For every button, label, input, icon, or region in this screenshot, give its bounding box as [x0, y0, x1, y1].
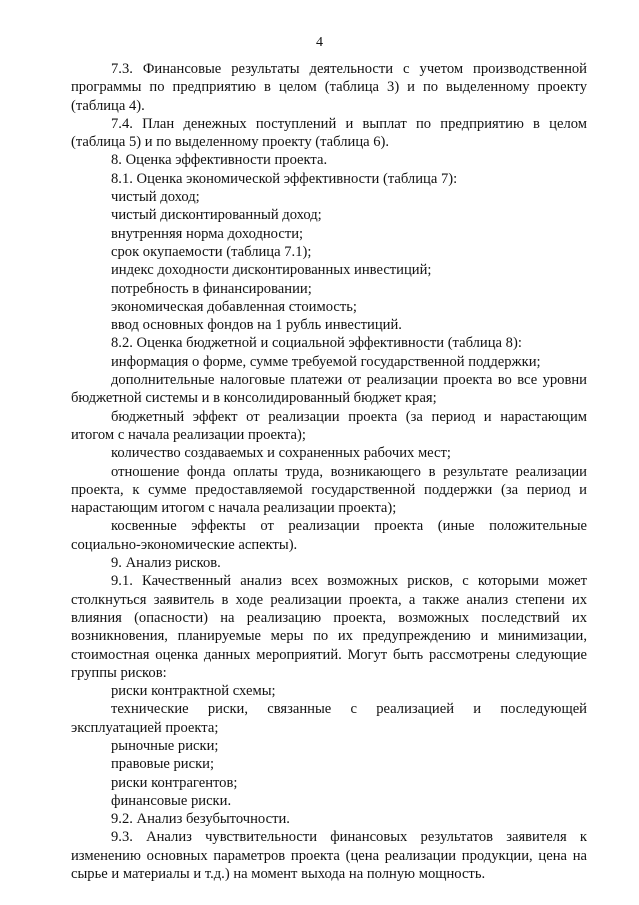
list-item: бюджетный эффект от реализации проекта (за период и нарастающим итогом с начала реализации проекта);: [71, 408, 587, 443]
section-8-1-heading: 8.1. Оценка экономической эффективности (таблица 7):: [111, 170, 458, 187]
list-item: количество создаваемых и сохраненных рабочих мест;: [111, 445, 451, 462]
list-item: ввод основных фондов на 1 рубль инвестиций.: [111, 317, 402, 334]
list-item: технические риски, связанные с реализацией и последующей эксплуатацией проекта;: [71, 701, 587, 736]
list-item: срок окупаемости (таблица 7.1);: [111, 243, 312, 260]
section-7-3: 7.3. Финансовые результаты деятельности с учетом производственной программы по предприятию в целом (таблица 3) и по выделенному проекту (таблица 4).: [71, 61, 587, 114]
list-item: косвенные эффекты от реализации проекта (иные положительные социально-экономические аспекты).: [71, 518, 587, 553]
list-item: финансовые риски.: [111, 792, 232, 809]
section-9-1: 9.1. Качественный анализ всех возможных рисков, с которыми может столкнуться заявитель в ходе реализации проекта, а также анализ степени их влияния (опасности) на реализацию проекта, возможных последствий их возникновения, планируемые меры по их предупреждению и минимизации, стоимостная оценка данных мероприятий. Могут быть рассмотрены следующие группы рисков:: [71, 573, 587, 681]
list-item: потребность в финансировании;: [111, 280, 312, 297]
list-item: экономическая добавленная стоимость;: [111, 298, 357, 315]
page-number: 4: [316, 35, 323, 50]
list-item: внутренняя норма доходности;: [111, 225, 304, 242]
section-7-4: 7.4. План денежных поступлений и выплат по предприятию в целом (таблица 5) и по выделенному проекту (таблица 6).: [71, 115, 587, 151]
list-item: риски контрагентов;: [111, 774, 238, 791]
section-9-heading: 9. Анализ рисков.: [111, 555, 221, 572]
list-item: рыночные риски;: [111, 737, 219, 754]
list-item: отношение фонда оплаты труда, возникающего в результате реализации проекта, к сумме предоставляемой государственной поддержки (за период и нарастающим итогом с начала реализации проекта);: [71, 463, 587, 517]
section-8-2-heading: 8.2. Оценка бюджетной и социальной эффективности (таблица 8):: [111, 335, 522, 352]
list-item: индекс доходности дисконтированных инвестиций;: [111, 262, 432, 279]
document-body: [71, 60, 587, 883]
section-9-3: 9.3. Анализ чувствительности финансовых результатов заявителя к изменению основных параметров проекта (цена реализации продукции, цена на сырье и материалы и т.д.) на момент выхода на полную мощность.: [71, 829, 587, 883]
list-item: чистый дисконтированный доход;: [111, 207, 322, 224]
list-item: дополнительные налоговые платежи от реализации проекта во все уровни бюджетной системы и в консолидированный бюджет края;: [71, 372, 587, 407]
section-8-heading: 8. Оценка эффективности проекта.: [111, 152, 328, 169]
list-item: информация о форме, сумме требуемой государственной поддержки;: [111, 353, 541, 370]
list-item: чистый доход;: [111, 189, 200, 206]
section-9-2: 9.2. Анализ безубыточности.: [111, 811, 290, 828]
list-item: риски контрактной схемы;: [111, 683, 276, 700]
list-item: правовые риски;: [111, 756, 215, 773]
